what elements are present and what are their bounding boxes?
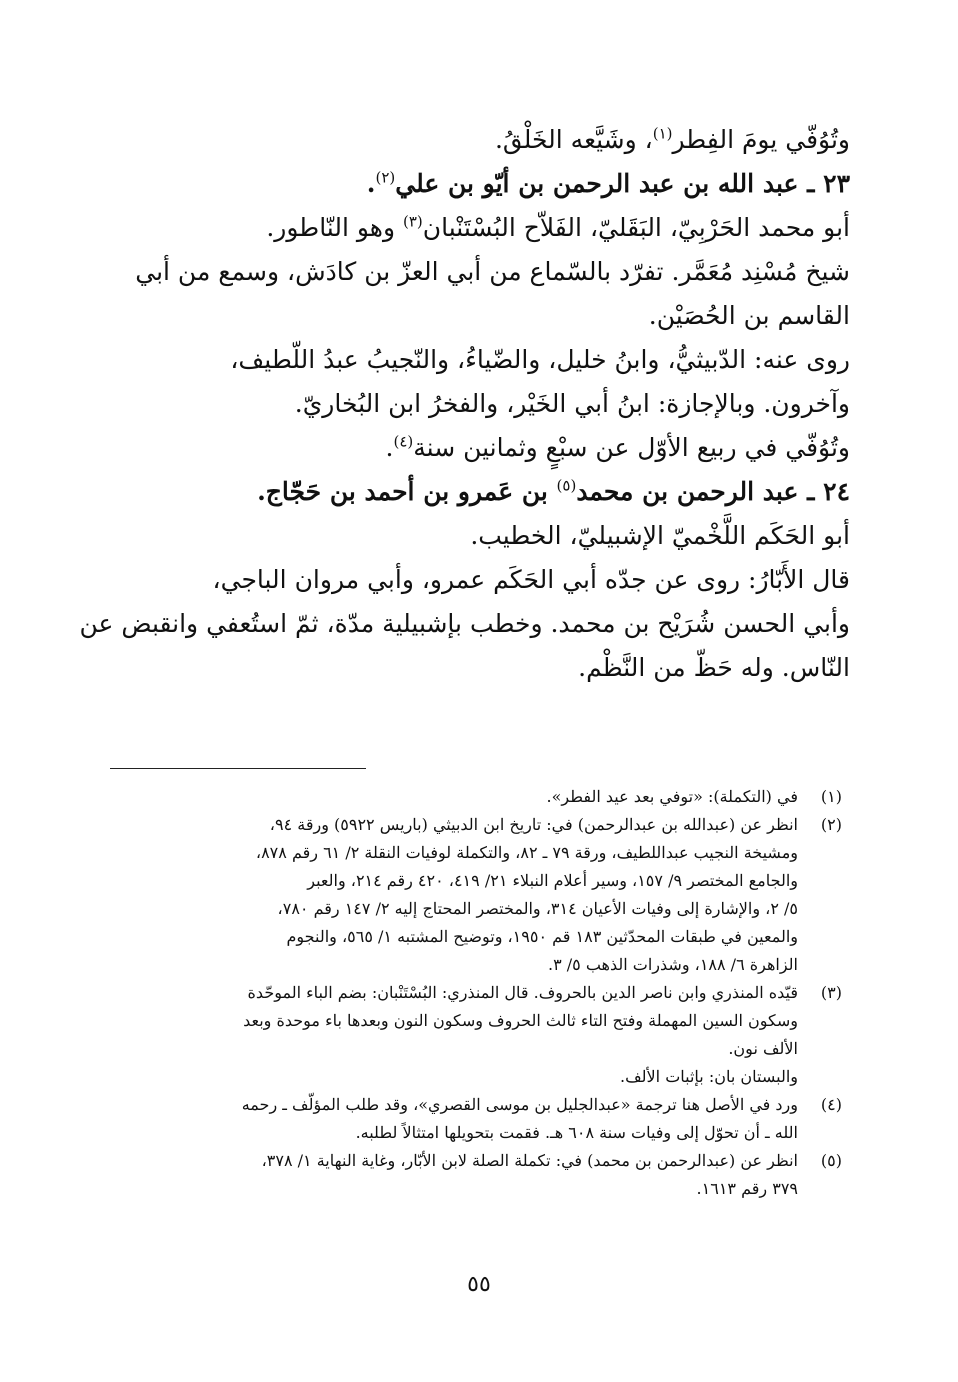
footnote-line: ٣٧٩ رقم ١٦١٣. [696,1179,798,1198]
footnote-line: الألف نون. [728,1039,798,1058]
footnote-3-addendum [108,1063,842,1091]
footnote-divider [110,768,366,769]
footnote-line: وسكون السين المهملة وفتح التاء ثالث الحروف وسكون النون وبعدها باء موحدة وبعد [243,1011,798,1030]
footnote-1 [108,783,842,811]
footnote-line: الله ـ أن تحوّل إلى وفيات سنة ٦٠٨ هـ. فقمت بتحويلها امتثالاً لطلبه. [355,1123,798,1142]
footnote-number: (١) [820,787,842,806]
text-line-5: القاسم بن الحُصَيْن. [648,301,850,330]
text-line-3: أبو محمد الحَرْبِيّ، البَقَليّ، الفَلاّح البُسْتَنْبان$^{(٣)}$ وهو النّاطور. [266,212,850,242]
footnote-line: والمعين في طبقات المحدّثين ١٨٣ قم ١٩٥٠، وتوضيح المشتبه ١/ ٥٦٥، والنجوم [286,927,798,946]
footnote-line: انظر عن (عبدالله بن عبدالرحمن) في: تاريخ ابن الدبيثي (باريس ٥٩٢٢) ورقة ٩٤، [269,815,798,834]
text-line-8: وتُوُفّي في ربيع الأوّل عن سبْعٍ وثمانين سنة$^{(٤)}$. [385,432,850,462]
footnote-line: ورد في الأصل هنا ترجمة «عبدالجليل بن موسى القصري»، وقد طلب المؤلّف ـ رحمه [241,1095,798,1114]
footnote-5 [108,1147,842,1203]
footnote-number: (٥) [820,1151,842,1170]
footnote-line: الزاهرة ٦/ ١٨٨، وشذرات الذهب ٥/ ٣. [547,955,798,974]
text-line-6: روى عنه: الدّبيثيُّ، وابنُ خليل، والضّياءُ، والنّجيبُ عبدُ اللّطيف، [230,345,850,374]
entry-heading-23: ٢٣ ـ عبد الله بن عبد الرحمن بن أيّو بن علي$^{(٢)}$. [366,168,850,198]
text-line-12: وأبي الحسن شُرَيْح بن محمد. وخطب بإشبيلية مدّة، ثمّ استُعفي وانقبض عن [79,609,850,638]
footnote-number [798,1063,842,1091]
footnote-line: والبستان بان: بإثبات الألف. [620,1067,798,1086]
text-line-13: النّاس. وله حَظّ من النَّظْم. [578,653,850,682]
footnote-line: ٥/ ٢، والإشارة إلى وفيات الأعيان ٣١٤، والمختصر المحتاج إليه ٢/ ١٤٧ رقم ٧٨٠، [277,899,798,918]
footnote-line: انظر عن (عبدالرحمن بن محمد) في: تكملة الصلة لابن الأبّار، وغاية النهاية ١/ ٣٧٨، [261,1151,798,1170]
footnote-line: قيّده المنذري وابن ناصر الدين بالحروف. قال المنذري: البُسْتَنْبان: بضم الباء الموحّدة [247,983,798,1002]
text-line-4: شيخ مُسْنِد مُعَمَّر. تفرّد بالسّماع من أبي العزّ بن كادَش، وسمع من أبي [135,257,850,286]
footnote-3 [108,979,842,1063]
footnote-number: (٢) [820,815,842,834]
footnote-line: ومشيخة النجيب عبداللطيف، ورقة ٧٩ ـ ٨٢، والتكملة لوفيات النقلة ٢/ ٦١ رقم ٨٧٨، [255,843,798,862]
footnote-4 [108,1091,842,1147]
text-line-10: أبو الحَكَم اللَّخْميّ الإشبيليّ، الخطيب. [470,521,850,550]
text-line-11: قال الأَبّارُ: روى عن جدّه أبي الحَكَم عمرو، وأبي مروان الباجي، [212,565,850,594]
text-line-1: وتُوُفّي يومَ الفِطر$^{(١)}$، وشَيَّعه الخَلْقُ. [494,124,850,154]
text-line-7: وآخرون. وبالإجازة: ابنُ أبي الخَيْر، والفخرُ ابن البُخاريّ. [294,389,850,418]
footnote-2 [108,811,842,979]
footnote-line: في (التكملة): «توفي بعد عيد الفطر». [546,787,798,806]
footnotes [108,768,842,1203]
footnote-number: (٣) [820,983,842,1002]
main-text [79,118,850,690]
footnote-line: والجامع المختصر ٩/ ١٥٧، وسير أعلام النبلاء ٢١/ ٤١٩، ٤٢٠ رقم ٢١٤، والعبر [307,871,798,890]
entry-heading-24: ٢٤ ـ عبد الرحمن بن محمد$^{(٥)}$ بن عَمرو بن أحمد بن حَجّاج. [257,476,850,506]
footnote-number: (٤) [820,1095,842,1114]
page-number: ٥٥ [467,1272,491,1297]
